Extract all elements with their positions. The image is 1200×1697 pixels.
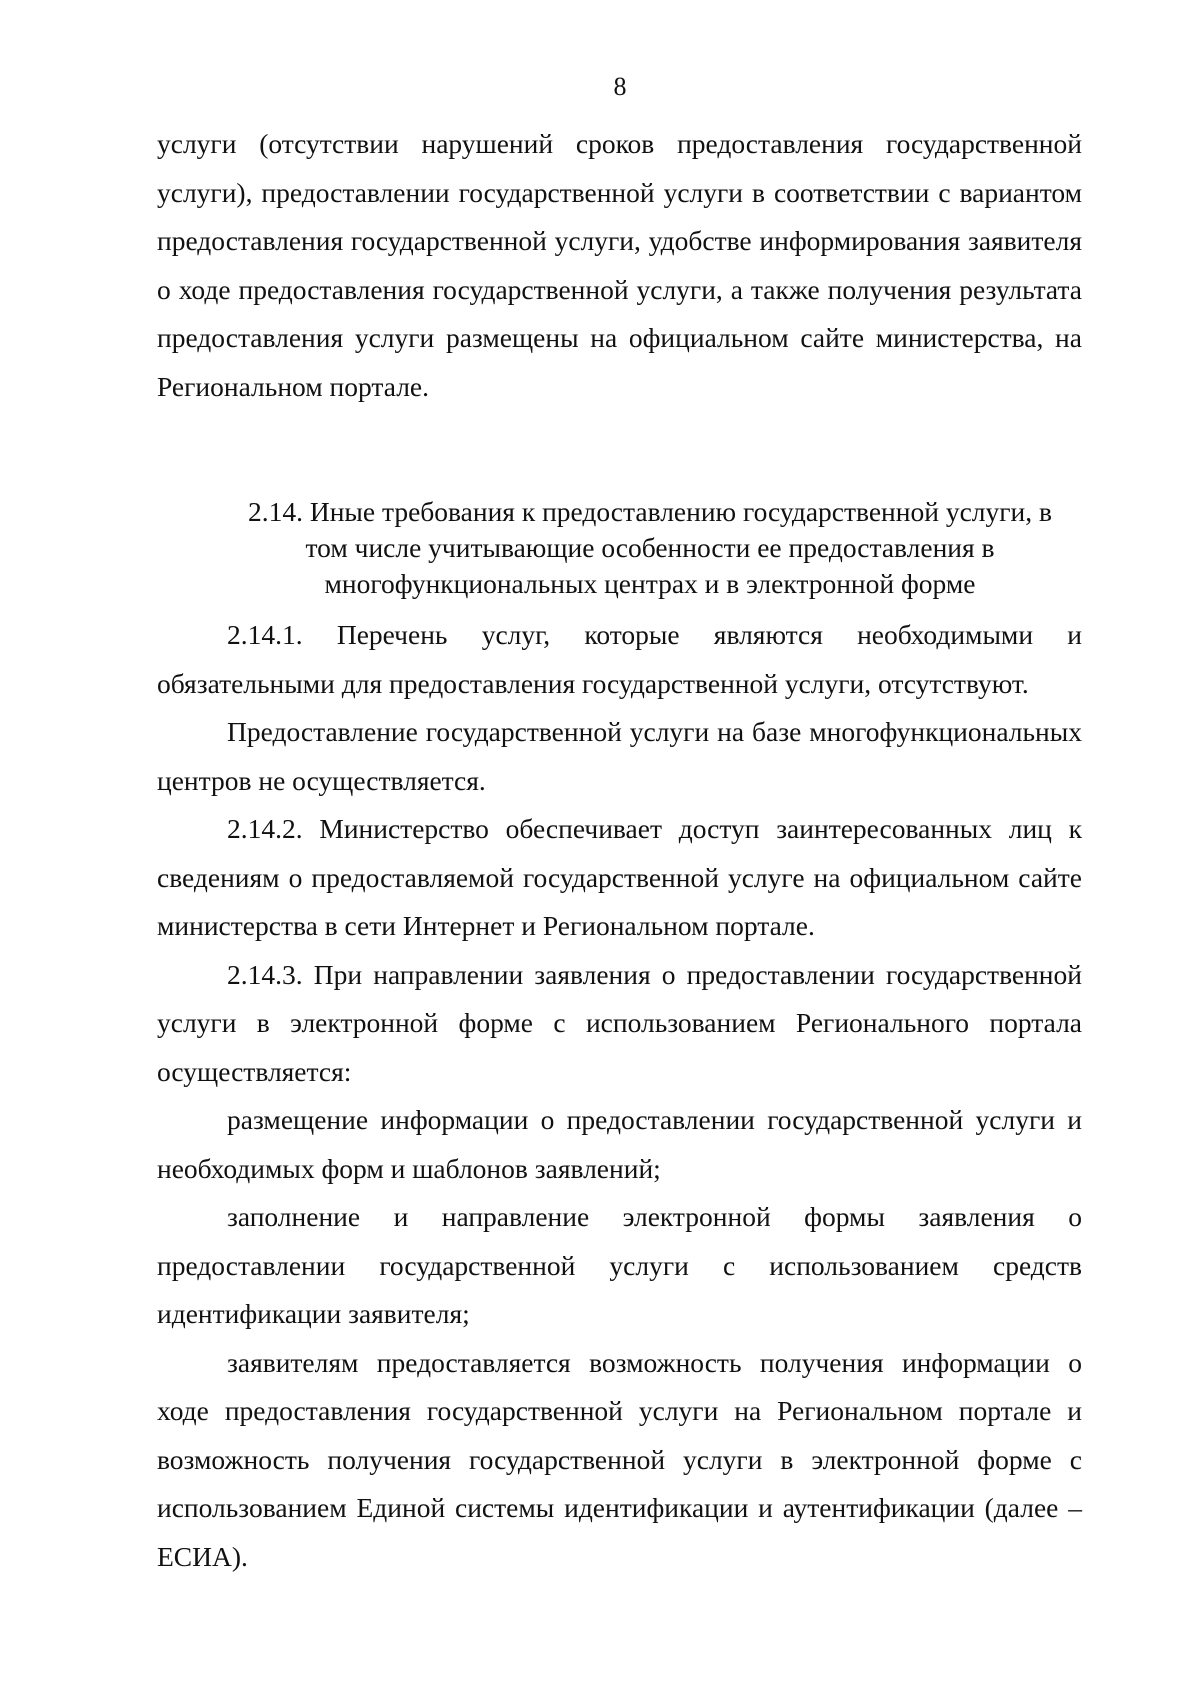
paragraph-filling: заполнение и направление электронной формы заявления о предоставлении государственной услуги с использованием средств идентификации заявителя; [157,1201,1082,1329]
paragraph-mfc: Предоставление государственной услуги на базе многофункциональных центров не осуществляется. [157,716,1082,796]
section-heading-line-1: 2.14. Иные требования к предоставлению государственной услуги, в [247,496,1052,527]
page-number: 8 [613,72,627,101]
paragraph-2-14-3: 2.14.3. При направлении заявления о предоставлении государственной услуги в электронной форме с использованием Регионального портала осуществляется: [157,958,1082,1087]
section-heading-line-2: том числе учитывающие особенности ее предоставления в [305,532,995,563]
text-block-top [157,120,1082,411]
paragraph-continuation: услуги (отсутствии нарушений сроков предоставления государственной услуги), предоставлении государственной услуги в соответствии с вариантом предоставления государственной услуги, удобстве информирования заявителя о ходе предоставления государственной услуги, а также получения результата предоставления услуги размещены на официальном сайте министерства, на Региональном портале. [157,128,1082,402]
section-heading-line-3: многофункциональных центрах и в электронной форме [324,568,976,599]
text-block-main [157,611,1082,1581]
section-heading [210,494,1090,602]
paragraph-applicants: заявителям предоставляется возможность получения информации о ходе предоставления государственной услуги на Региональном портале и возможность получения государственной услуги в электронной форме с использованием Единой системы идентификации и аутентификации (далее – ЕСИА). [157,1346,1082,1572]
paragraph-2-14-2: 2.14.2. Министерство обеспечивает доступ заинтересованных лиц к сведениям о предоставляемой государственной услуге на официальном сайте министерства в сети Интернет и Региональном портале. [157,813,1082,941]
paragraph-placement: размещение информации о предоставлении государственной услуги и необходимых форм и шаблонов заявлений; [157,1104,1082,1184]
paragraph-2-14-1: 2.14.1. Перечень услуг, которые являются необходимыми и обязательными для предоставления государственной услуги, отсутствуют. [157,619,1082,699]
